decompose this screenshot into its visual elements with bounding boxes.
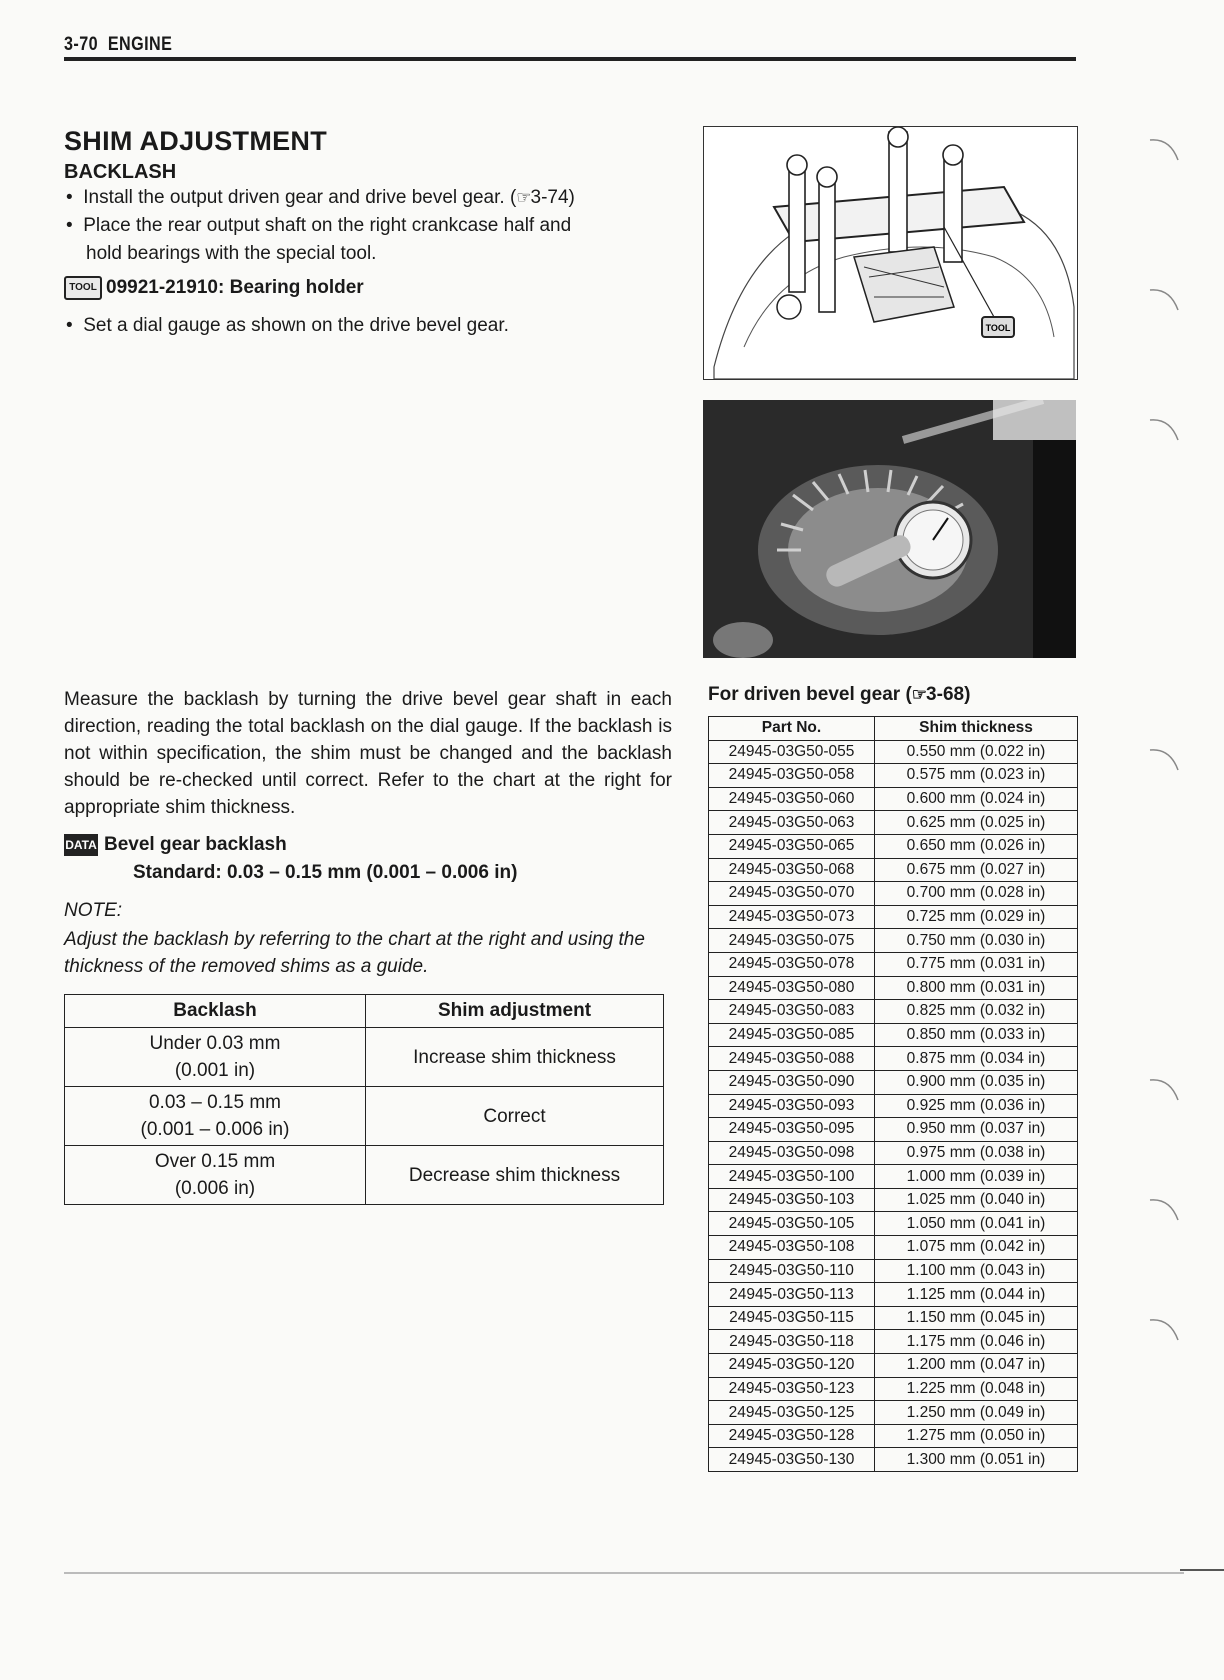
table-header-row (65, 995, 664, 1028)
part-number-cell: 24945-03G50-055 (709, 740, 875, 764)
part-number-cell: 24945-03G50-088 (709, 1047, 875, 1071)
table-row (709, 1188, 1078, 1212)
note-label: NOTE: (64, 900, 123, 921)
shim-thickness-cell: 0.800 mm (0.031 in) (875, 976, 1078, 1000)
step-item: • Set a dial gauge as shown on the drive bevel gear. (66, 315, 509, 336)
shim-thickness-cell: 1.025 mm (0.040 in) (875, 1188, 1078, 1212)
section-name: ENGINE (107, 34, 173, 55)
part-number-cell: 24945-03G50-113 (709, 1283, 875, 1307)
part-number-cell: 24945-03G50-085 (709, 1023, 875, 1047)
table-row (709, 811, 1078, 835)
table-row (709, 1212, 1078, 1236)
part-number-cell: 24945-03G50-093 (709, 1094, 875, 1118)
shim-thickness-cell: 1.125 mm (0.044 in) (875, 1283, 1078, 1307)
table-row (709, 1070, 1078, 1094)
part-number-cell: 24945-03G50-115 (709, 1306, 875, 1330)
table-row (709, 905, 1078, 929)
table-row (709, 858, 1078, 882)
page-number: 3-70 (64, 34, 99, 55)
shim-thickness-cell: 0.725 mm (0.029 in) (875, 905, 1078, 929)
step-list (66, 184, 686, 268)
backlash-range-cell: Under 0.03 mm (0.001 in) (65, 1028, 366, 1087)
bottom-rule (64, 1572, 1184, 1574)
table-header-cell: Part No. (709, 717, 875, 741)
spec-label: Bevel gear backlash (104, 834, 287, 856)
illustration-drawing (704, 127, 1077, 379)
part-number-cell: 24945-03G50-105 (709, 1212, 875, 1236)
part-number-cell: 24945-03G50-078 (709, 952, 875, 976)
tool-line (64, 276, 364, 300)
shim-thickness-cell: 1.075 mm (0.042 in) (875, 1236, 1078, 1260)
step-item: • Install the output driven gear and drive bevel gear. (☞3-74) (66, 187, 575, 208)
shim-thickness-cell: 0.700 mm (0.028 in) (875, 882, 1078, 906)
shim-thickness-cell: 0.900 mm (0.035 in) (875, 1070, 1078, 1094)
shim-thickness-cell: 0.575 mm (0.023 in) (875, 764, 1078, 788)
reference-icon: ☞ (516, 188, 531, 207)
shim-table-title: For driven bevel gear (☞3-68) (708, 684, 971, 705)
shim-thickness-cell: 1.175 mm (0.046 in) (875, 1330, 1078, 1354)
table-row (709, 1448, 1078, 1472)
part-number-cell: 24945-03G50-118 (709, 1330, 875, 1354)
part-number-cell: 24945-03G50-110 (709, 1259, 875, 1283)
table-row (709, 976, 1078, 1000)
table-row (709, 1047, 1078, 1071)
shim-thickness-cell: 1.275 mm (0.050 in) (875, 1424, 1078, 1448)
shim-thickness-cell: 1.300 mm (0.051 in) (875, 1448, 1078, 1472)
dial-gauge-photo (703, 400, 1076, 658)
shim-thickness-cell: 1.100 mm (0.043 in) (875, 1259, 1078, 1283)
shim-thickness-cell: 0.675 mm (0.027 in) (875, 858, 1078, 882)
shim-thickness-cell: 0.625 mm (0.025 in) (875, 811, 1078, 835)
table-row (65, 1087, 664, 1146)
backlash-range-cell: 0.03 – 0.15 mm (0.001 – 0.006 in) (65, 1087, 366, 1146)
table-row (709, 1401, 1078, 1425)
part-number-cell: 24945-03G50-128 (709, 1424, 875, 1448)
part-number-cell: 24945-03G50-125 (709, 1401, 875, 1425)
part-number-cell: 24945-03G50-060 (709, 787, 875, 811)
table-row (709, 929, 1078, 953)
table-row (709, 1424, 1078, 1448)
shim-thickness-cell: 0.825 mm (0.032 in) (875, 1000, 1078, 1024)
data-icon: DATA (64, 834, 98, 856)
part-number-cell: 24945-03G50-083 (709, 1000, 875, 1024)
table-row (709, 1283, 1078, 1307)
table-row (65, 1146, 664, 1205)
table-row (709, 952, 1078, 976)
shim-thickness-cell: 0.975 mm (0.038 in) (875, 1141, 1078, 1165)
step-item: • Place the rear output shaft on the right crankcase half and (66, 215, 572, 236)
table-header-cell: Shim adjustment (366, 995, 664, 1028)
table-header-cell: Backlash (65, 995, 366, 1028)
shim-adjustment-cell: Increase shim thickness (366, 1028, 664, 1087)
table-header-cell: Shim thickness (875, 717, 1078, 741)
table-row (709, 1236, 1078, 1260)
tool-icon: TOOL (64, 276, 102, 300)
table-row (709, 764, 1078, 788)
part-number-cell: 24945-03G50-080 (709, 976, 875, 1000)
part-number-cell: 24945-03G50-095 (709, 1118, 875, 1142)
table-row (709, 1354, 1078, 1378)
svg-text:TOOL: TOOL (985, 323, 1011, 333)
shim-thickness-cell: 0.650 mm (0.026 in) (875, 834, 1078, 858)
table-row (709, 1165, 1078, 1189)
shim-thickness-table (708, 716, 1078, 1472)
header-rule (64, 57, 1076, 61)
part-number-cell: 24945-03G50-063 (709, 811, 875, 835)
page-header (64, 34, 172, 56)
reference-icon: ☞ (911, 685, 927, 704)
shim-thickness-cell: 1.050 mm (0.041 in) (875, 1212, 1078, 1236)
part-number-cell: 24945-03G50-068 (709, 858, 875, 882)
shim-thickness-cell: 0.775 mm (0.031 in) (875, 952, 1078, 976)
table-row (709, 834, 1078, 858)
table-row (709, 1000, 1078, 1024)
shim-thickness-cell: 1.150 mm (0.045 in) (875, 1306, 1078, 1330)
shim-adjustment-cell: Decrease shim thickness (366, 1146, 664, 1205)
part-number-cell: 24945-03G50-120 (709, 1354, 875, 1378)
table-row (709, 882, 1078, 906)
note-text: Adjust the backlash by referring to the chart at the right and using the thickness of the removed shims as a guide. (64, 929, 645, 977)
spec-standard: Standard: 0.03 – 0.15 mm (0.001 – 0.006 in) (133, 862, 518, 883)
part-number-cell: 24945-03G50-075 (709, 929, 875, 953)
photo-rendering (703, 400, 1076, 658)
table-row (709, 1023, 1078, 1047)
binding-edge-marks (1140, 120, 1224, 1680)
backlash-table (64, 994, 664, 1205)
part-number-cell: 24945-03G50-070 (709, 882, 875, 906)
shim-thickness-cell: 0.925 mm (0.036 in) (875, 1094, 1078, 1118)
part-number-cell: 24945-03G50-058 (709, 764, 875, 788)
shim-thickness-cell: 0.950 mm (0.037 in) (875, 1118, 1078, 1142)
table-row (709, 1259, 1078, 1283)
shim-adjustment-cell: Correct (366, 1087, 664, 1146)
shim-thickness-cell: 0.850 mm (0.033 in) (875, 1023, 1078, 1047)
bearing-holder-illustration (703, 126, 1078, 380)
part-number-cell: 24945-03G50-103 (709, 1188, 875, 1212)
part-number-cell: 24945-03G50-090 (709, 1070, 875, 1094)
backlash-range-cell: Over 0.15 mm (0.006 in) (65, 1146, 366, 1205)
subsection-title: BACKLASH (64, 161, 177, 183)
table-row (709, 740, 1078, 764)
shim-thickness-cell: 1.000 mm (0.039 in) (875, 1165, 1078, 1189)
table-row (709, 1141, 1078, 1165)
step-item-continuation: hold bearings with the special tool. (86, 243, 377, 264)
table-row (709, 1306, 1078, 1330)
shim-thickness-cell: 0.875 mm (0.034 in) (875, 1047, 1078, 1071)
shim-thickness-cell: 0.750 mm (0.030 in) (875, 929, 1078, 953)
part-number-cell: 24945-03G50-100 (709, 1165, 875, 1189)
tool-label: 09921-21910: Bearing holder (106, 277, 364, 299)
table-row (65, 1028, 664, 1087)
shim-thickness-cell: 1.225 mm (0.048 in) (875, 1377, 1078, 1401)
table-row (709, 787, 1078, 811)
section-title: SHIM ADJUSTMENT (64, 126, 328, 156)
spec-heading (64, 834, 287, 856)
shim-thickness-cell: 1.250 mm (0.049 in) (875, 1401, 1078, 1425)
table-header-row (709, 717, 1078, 741)
shim-thickness-cell: 1.200 mm (0.047 in) (875, 1354, 1078, 1378)
shim-thickness-cell: 0.550 mm (0.022 in) (875, 740, 1078, 764)
table-row (709, 1118, 1078, 1142)
table-row (709, 1094, 1078, 1118)
part-number-cell: 24945-03G50-123 (709, 1377, 875, 1401)
part-number-cell: 24945-03G50-065 (709, 834, 875, 858)
part-number-cell: 24945-03G50-098 (709, 1141, 875, 1165)
part-number-cell: 24945-03G50-130 (709, 1448, 875, 1472)
table-row (709, 1377, 1078, 1401)
measure-instructions: Measure the backlash by turning the drive bevel gear shaft in each direction, reading the total backlash on the dial gauge. If the backlash is not within specification, the shim must be changed and the backlash should be re-checked until correct. Refer to the chart at the right for appropriate shim thickness. (64, 689, 672, 818)
table-row (709, 1330, 1078, 1354)
part-number-cell: 24945-03G50-073 (709, 905, 875, 929)
shim-thickness-cell: 0.600 mm (0.024 in) (875, 787, 1078, 811)
part-number-cell: 24945-03G50-108 (709, 1236, 875, 1260)
